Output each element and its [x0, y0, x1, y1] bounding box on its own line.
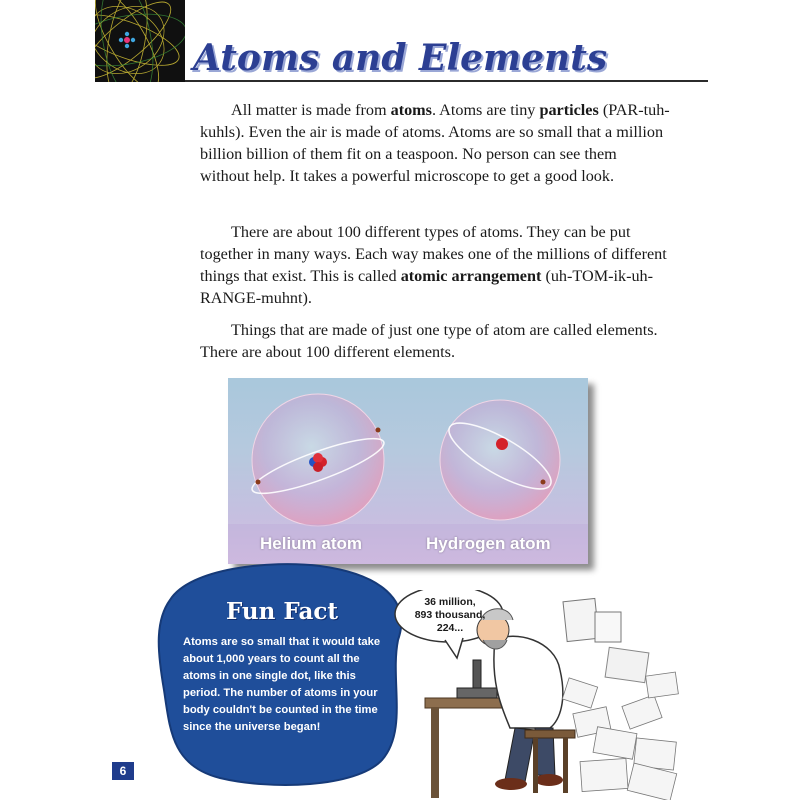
- text-span: All matter is made from: [231, 101, 391, 119]
- atom-icon: [95, 0, 185, 82]
- fun-fact-text: Atoms are so small that it would take about 1,000 years to count all the atoms in one single dot, like this period. The number of atoms in your body couldn't be counted in the time since the universe began!: [183, 636, 381, 733]
- fun-fact-title: Fun Fact: [226, 598, 338, 625]
- speech-line: 224...: [436, 622, 464, 634]
- text-span: (uh-TOM-ik-uh-RANGE-muhnt).: [200, 267, 654, 307]
- helium-electron: [376, 428, 381, 433]
- paragraph-types-of-atoms: [200, 221, 670, 309]
- paragraph-atoms: [200, 99, 670, 187]
- text-span: . Atoms are tiny: [431, 101, 540, 119]
- text-span: Things that are made of just one type of atom are called elements. There are about 100 different elements.: [200, 321, 658, 361]
- helium-atom-label: Helium atom: [260, 534, 363, 553]
- atom-illustration: [228, 378, 588, 564]
- speech-bubble-text: [408, 596, 492, 635]
- helium-electron: [256, 480, 261, 485]
- bold-term-atoms: atoms: [390, 101, 432, 119]
- speech-line: 36 million,: [424, 596, 476, 608]
- text-span: (PAR-tuh-kuhls). Even the air is made of atoms. Atoms are so small that a million billion billion of them fit on a teaspoon. No person can see them without help. It takes a powerful microscope to get a good look.: [200, 101, 670, 185]
- hydrogen-atom-label: Hydrogen atom: [426, 534, 551, 553]
- paragraph-elements: [200, 319, 670, 363]
- speech-line: 893 thousand,: [414, 609, 486, 621]
- hydrogen-nucleus: [496, 438, 508, 450]
- page-title: Atoms and Elements: [193, 37, 608, 79]
- bold-term-particles: particles: [539, 101, 599, 119]
- bold-term-atomic-arrangement: atomic arrangement: [400, 267, 542, 285]
- hydrogen-electron: [541, 480, 546, 485]
- text-span: There are about 100 different types of atoms. They can be put together in many ways. Each way makes one of the millions of different things that exist. This is called: [200, 223, 667, 285]
- logo-tile: [95, 0, 185, 82]
- title-divider: [185, 80, 708, 82]
- hydrogen-sphere: [440, 400, 560, 520]
- page-number: 6: [112, 762, 134, 780]
